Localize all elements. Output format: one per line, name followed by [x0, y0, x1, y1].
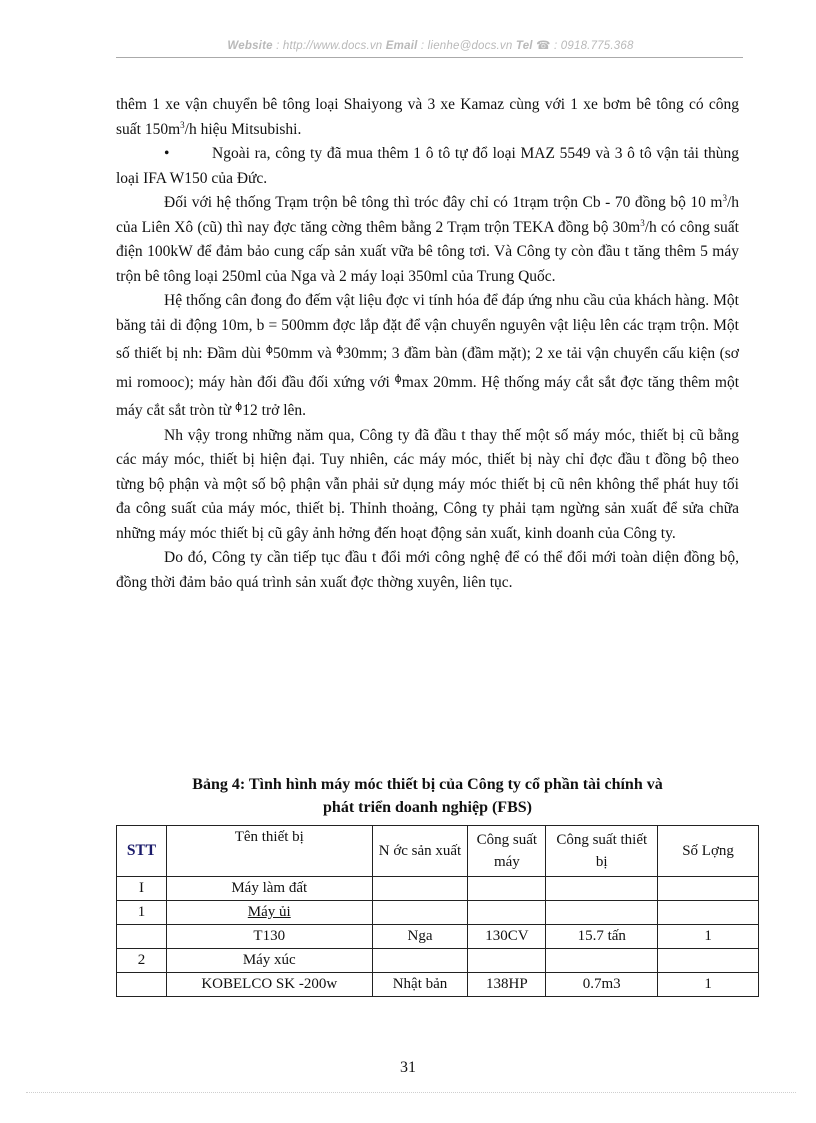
bullet-icon: • [164, 145, 170, 162]
table-caption: Bảng 4: Tình hình máy móc thiết bị của Công ty cổ phần tài chính và phát triển doanh nghiệp (FBS) [192, 776, 663, 816]
phi-symbol: ϕ [394, 371, 402, 385]
paragraph-2-bullet: • Ngoài ra, công ty đã mua thêm 1 ô tô tự đổ loại MAZ 5549 và 3 ô tô vận tải thùng loại IFA W150 của Đức. [116, 142, 739, 191]
page-number: 31 [400, 1059, 416, 1076]
website-value: : http://www.docs.vn [276, 40, 383, 52]
equipment-table [116, 825, 759, 997]
table-row: T130 Nga 130CV 15.7 tấn 1 [117, 925, 759, 949]
header-origin: N ớc sản xuất [372, 826, 468, 877]
tel-value: ☎ : 0918.775.368 [536, 40, 634, 52]
paragraph-1: thêm 1 xe vận chuyển bê tông loại Shaiyong và 3 xe Kamaz cùng với 1 xe bơm bê tông có công suất $150m^3/h$ hiệu Mitsubishi. [116, 96, 739, 138]
header-quantity: Số Lợng [658, 826, 759, 877]
paragraph-3: Đối với hệ thống Trạm trộn bê tông thì tróc đây chỉ có 1trạm trộn Cb - 70 đồng bộ 10 $m^3/h$ của Liên Xô (cũ) thì nay đợc tăng cờng thêm bằng 2 Trạm trộn TEKA đồng bộ $30m^3/h$ có công suất điện 100kW để đảm bảo cung cấp sản xuất vữa bê tông tơi. Và Công ty còn đầu t tăng thêm 5 máy trộn bê tông loại 250ml của Nga và 2 máy loại 350ml của Trung Quốc. [116, 192, 739, 285]
phi-symbol: ϕ [336, 343, 344, 356]
table-row: I Máy làm đất [117, 877, 759, 901]
phi-symbol: ϕ [235, 400, 243, 413]
email-value: : lienhe@docs.vn [420, 40, 513, 52]
table-row: 2 Máy xúc [117, 949, 759, 973]
table-row: KOBELCO SK -200w Nhật bản 138HP 0.7m3 1 [117, 973, 759, 997]
paragraph-6: Do đó, Công ty cần tiếp tục đầu t đổi mới công nghệ để có thể đổi mới toàn diện đồng bộ, đồng thời đảm bảo quá trình sản xuất đợc thờng xuyên, liên tục. [116, 549, 739, 591]
header-stt: STT [117, 826, 167, 877]
header-capacity: Công suất máy [468, 826, 546, 877]
table-header-row [117, 826, 759, 877]
paragraph-4: Hệ thống cân đong đo đếm vật liệu đợc vi tính hóa để đáp ứng nhu cầu của khách hàng. Một băng tải di động 10m, b = 500mm đợc lắp đặt để vận chuyển nguyên vật liệu lên các trạm trộn. Một số thiết bị nh: Đầm dùi $^\phi$50mm và $^\phi$30mm; 3 đầm bàn (đầm mặt); 2 xe tải vận chuyển cấu kiện (sơ mi romooc); máy hàn đối đầu đối xứng với $^\phi$max 20mm. Hệ thống máy cắt sắt đợc tăng thêm một máy cắt sắt tròn từ $^\phi$12 trở lên. [116, 292, 740, 419]
page-header [118, 38, 743, 58]
website-label: Website [227, 40, 273, 52]
header-device-capacity: Công suất thiết bị [546, 826, 658, 877]
header-divider [116, 57, 743, 58]
header-name: Tên thiết bị [166, 826, 372, 877]
table-row: 1 Máy ủi [117, 901, 759, 925]
phi-symbol: ϕ [265, 343, 274, 356]
email-label: Email [385, 40, 418, 52]
tel-label: Tel [515, 40, 533, 52]
body-text [116, 93, 739, 595]
footer-divider [26, 1092, 796, 1093]
paragraph-5: Nh vậy trong những năm qua, Công ty đã đầu t thay thế một số máy móc, thiết bị cũ bằng các máy móc, thiết bị hiện đại. Tuy nhiên, các máy móc, thiết bị này chỉ đợc đầu t đồng bộ theo từng bộ phận và một số bộ phận vẫn phải sử dụng máy móc thiết bị cũ nên không thể phát huy tối đa công suất của máy móc, thiết bị. Thỉnh thoảng, Công ty phải tạm ngừng sản xuất để sửa chữa những máy móc thiết bị cũ gây ảnh hởng đến hoạt động sản xuất, kinh doanh của Công ty. [116, 426, 739, 542]
